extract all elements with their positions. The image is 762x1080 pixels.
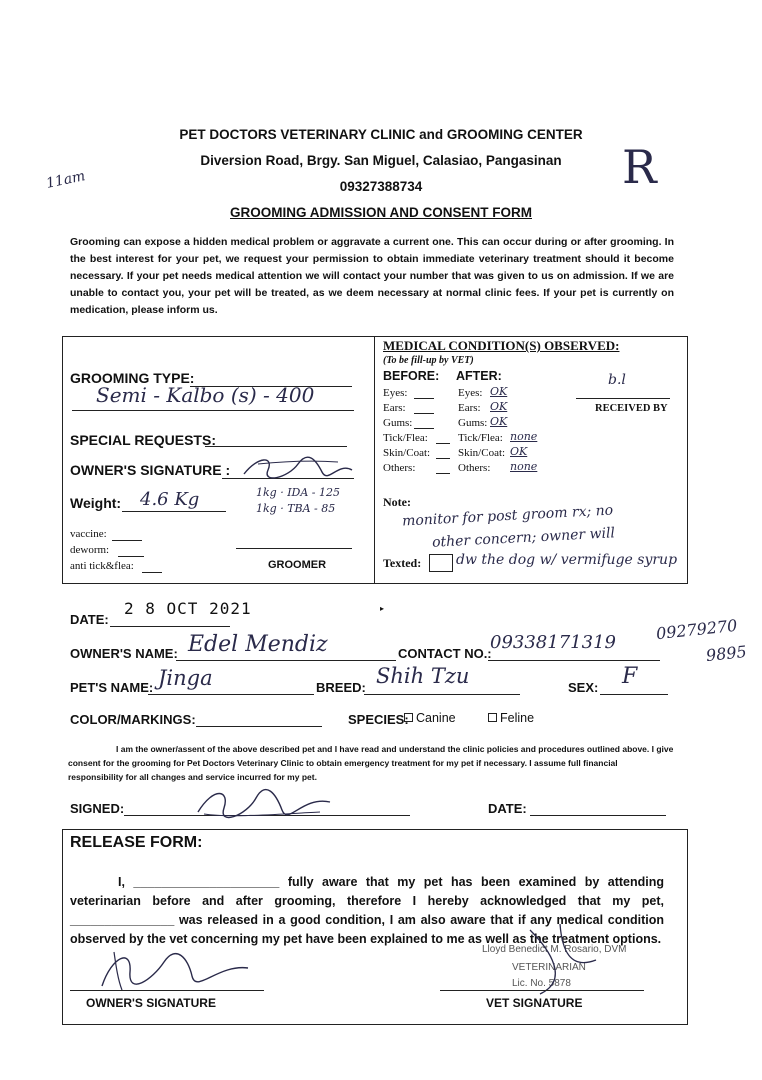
note-label: Note: <box>383 495 411 509</box>
color-markings-field[interactable] <box>196 726 322 727</box>
after-2-label: Gums: <box>458 417 488 429</box>
consent-text: I am the owner/assent of the above described pet and I have read and understand the clinic policies and procedures outlined above. I give consent for the grooming for Pet Doctors Veterinary Clinic to obtain emergency treatment for my pet if necessary. I assume full financial responsibility for all changes and service incurred for my pet. <box>68 744 674 782</box>
after-3-label: Tick/Flea: <box>458 432 503 444</box>
owner-name-value[interactable]: Edel Mendiz <box>188 632 328 657</box>
texted-checkbox[interactable] <box>429 554 453 572</box>
before-5-field[interactable] <box>436 473 450 474</box>
owner-signature-caption: OWNER'S SIGNATURE <box>86 996 216 1010</box>
note-line-1[interactable]: monitor for post groom rx; no <box>401 502 614 530</box>
feline-label: Feline <box>500 711 535 725</box>
after-4-label: Skin/Coat: <box>458 447 506 459</box>
pet-name-value[interactable]: Jinga <box>158 666 213 690</box>
date-stamp: 2 8 OCT 2021 <box>124 599 252 618</box>
after-1-label: Ears: <box>458 402 481 414</box>
after-0-value[interactable]: OK <box>490 385 508 398</box>
intro-paragraph: Grooming can expose a hidden medical problem or aggravate a current one. This can occur during or after grooming. In the best interest for your pet, we request your permission to obtain immediate veterinary treatment should it become necessary. If your pet needs medical attention we will contact your number that was given to us on admission. If we are unable to contact you, your pet will be treated, as we deem necessary at normal clinic fees. If your pet is currently on medication, please inform us. <box>70 236 674 316</box>
texted-label: Texted: <box>383 556 422 570</box>
section-divider <box>374 336 375 584</box>
weight-value[interactable]: 4.6 Kg <box>140 489 200 510</box>
owner-signature-label: OWNER'S SIGNATURE : <box>70 462 231 478</box>
after-label: AFTER: <box>456 369 502 383</box>
before-4-label: Skin/Coat: <box>383 447 431 459</box>
vaccine-field[interactable] <box>112 540 142 541</box>
after-5-label: Others: <box>458 462 491 474</box>
before-0-field[interactable] <box>414 398 434 399</box>
breed-label: BREED: <box>316 680 366 695</box>
contact-label: CONTACT NO.: <box>398 646 492 661</box>
color-markings-label: COLOR/MARKINGS: <box>70 712 196 727</box>
owner-signature-scribble <box>238 452 358 484</box>
grooming-type-value[interactable]: Semi - Kalbo (s) - 400 <box>96 383 315 407</box>
antitick-label: anti tick&flea: <box>70 560 134 572</box>
before-4-field[interactable] <box>436 458 450 459</box>
signed-label: SIGNED: <box>70 801 125 816</box>
before-1-label: Ears: <box>383 402 406 414</box>
consent-date-label: DATE: <box>488 801 527 816</box>
sex-value[interactable]: F <box>622 664 638 689</box>
contact-value-1[interactable]: 09338171319 <box>490 632 616 653</box>
before-3-label: Tick/Flea: <box>383 432 428 444</box>
special-requests-field[interactable] <box>205 446 347 447</box>
after-4-value[interactable]: OK <box>510 445 528 458</box>
before-5-label: Others: <box>383 462 416 474</box>
contact-value-2[interactable]: 09279270 <box>655 615 739 644</box>
before-3-field[interactable] <box>436 443 450 444</box>
vet-stamp-title: VETERINARIAN <box>512 962 586 973</box>
vet-stamp-name: Lloyd Benedict M. Rosario, DVM <box>482 944 627 955</box>
feline-checkbox[interactable] <box>488 713 497 722</box>
form-title: GROOMING ADMISSION AND CONSENT FORM <box>230 205 532 220</box>
medical-subtitle: (To be fill-up by VET) <box>383 355 474 366</box>
release-owner-signature <box>92 946 252 994</box>
deworm-label: deworm: <box>70 544 110 556</box>
pet-name-label: PET'S NAME: <box>70 680 154 695</box>
before-0-label: Eyes: <box>383 387 408 399</box>
vet-stamp-license: Lic. No. 5878 <box>512 978 571 989</box>
before-2-label: Gums: <box>383 417 413 429</box>
vaccine-label: vaccine: <box>70 528 107 540</box>
vet-signature-scribble <box>500 920 610 1000</box>
before-1-field[interactable] <box>414 413 434 414</box>
species-label: SPECIES: <box>348 712 409 727</box>
canine-checkbox[interactable] <box>404 713 413 722</box>
release-text: I, _____________________ fully aware that my pet has been examined by attending veterinarian before and after grooming, therefore I hereby acknowledged that my pet, _______________ was released in a good condition, I am also aware that if any medical condition observed by the vet concerning my pet have been explained to me as well as the treatment options. <box>70 875 664 946</box>
after-3-value[interactable]: none <box>510 430 538 443</box>
dosage-note-1: 1kg · IDA - 125 <box>256 486 341 499</box>
after-1-value[interactable]: OK <box>490 400 508 413</box>
clinic-phone: 09327388734 <box>339 179 423 194</box>
texted-value: dw the dog w/ vermifuge syrup <box>456 552 678 568</box>
canine-label: Canine <box>416 711 456 725</box>
after-2-value[interactable]: OK <box>490 415 508 428</box>
deworm-field[interactable] <box>118 556 144 557</box>
time-note: 11am <box>44 168 87 192</box>
dosage-note-2: 1kg · TBA - 85 <box>256 502 336 515</box>
received-by-label: RECEIVED BY <box>595 403 668 414</box>
before-2-field[interactable] <box>414 428 434 429</box>
weight-label: Weight: <box>70 495 122 511</box>
consent-date-field[interactable] <box>530 815 666 816</box>
clinic-name: PET DOCTORS VETERINARY CLINIC and GROOMING CENTER <box>179 127 583 142</box>
clinic-address: Diversion Road, Brgy. San Miguel, Calasiao, Pangasinan <box>200 153 562 168</box>
vet-signature-caption: VET SIGNATURE <box>486 996 583 1010</box>
after-5-value[interactable]: none <box>510 460 538 473</box>
owner-name-label: OWNER'S NAME: <box>70 646 178 661</box>
consent-signature-scribble <box>190 784 340 824</box>
date-label: DATE: <box>70 612 109 627</box>
groomer-label: GROOMER <box>268 559 327 571</box>
breed-value[interactable]: Shih Tzu <box>376 664 470 688</box>
medical-title: MEDICAL CONDITION(S) OBSERVED: <box>383 338 620 353</box>
special-requests-label: SPECIAL REQUESTS: <box>70 432 216 448</box>
antitick-field[interactable] <box>142 572 162 573</box>
sex-label: SEX: <box>568 680 599 695</box>
release-title: RELEASE FORM: <box>70 834 203 851</box>
note-line-2[interactable]: other concern; owner will <box>431 525 616 551</box>
grooming-type-label: GROOMING TYPE: <box>70 370 195 386</box>
contact-value-3[interactable]: 9895 <box>705 641 748 666</box>
corner-mark: R <box>622 140 657 194</box>
after-0-label: Eyes: <box>458 387 483 399</box>
received-by-initials: b.l <box>608 372 626 388</box>
before-label: BEFORE: <box>383 369 440 383</box>
